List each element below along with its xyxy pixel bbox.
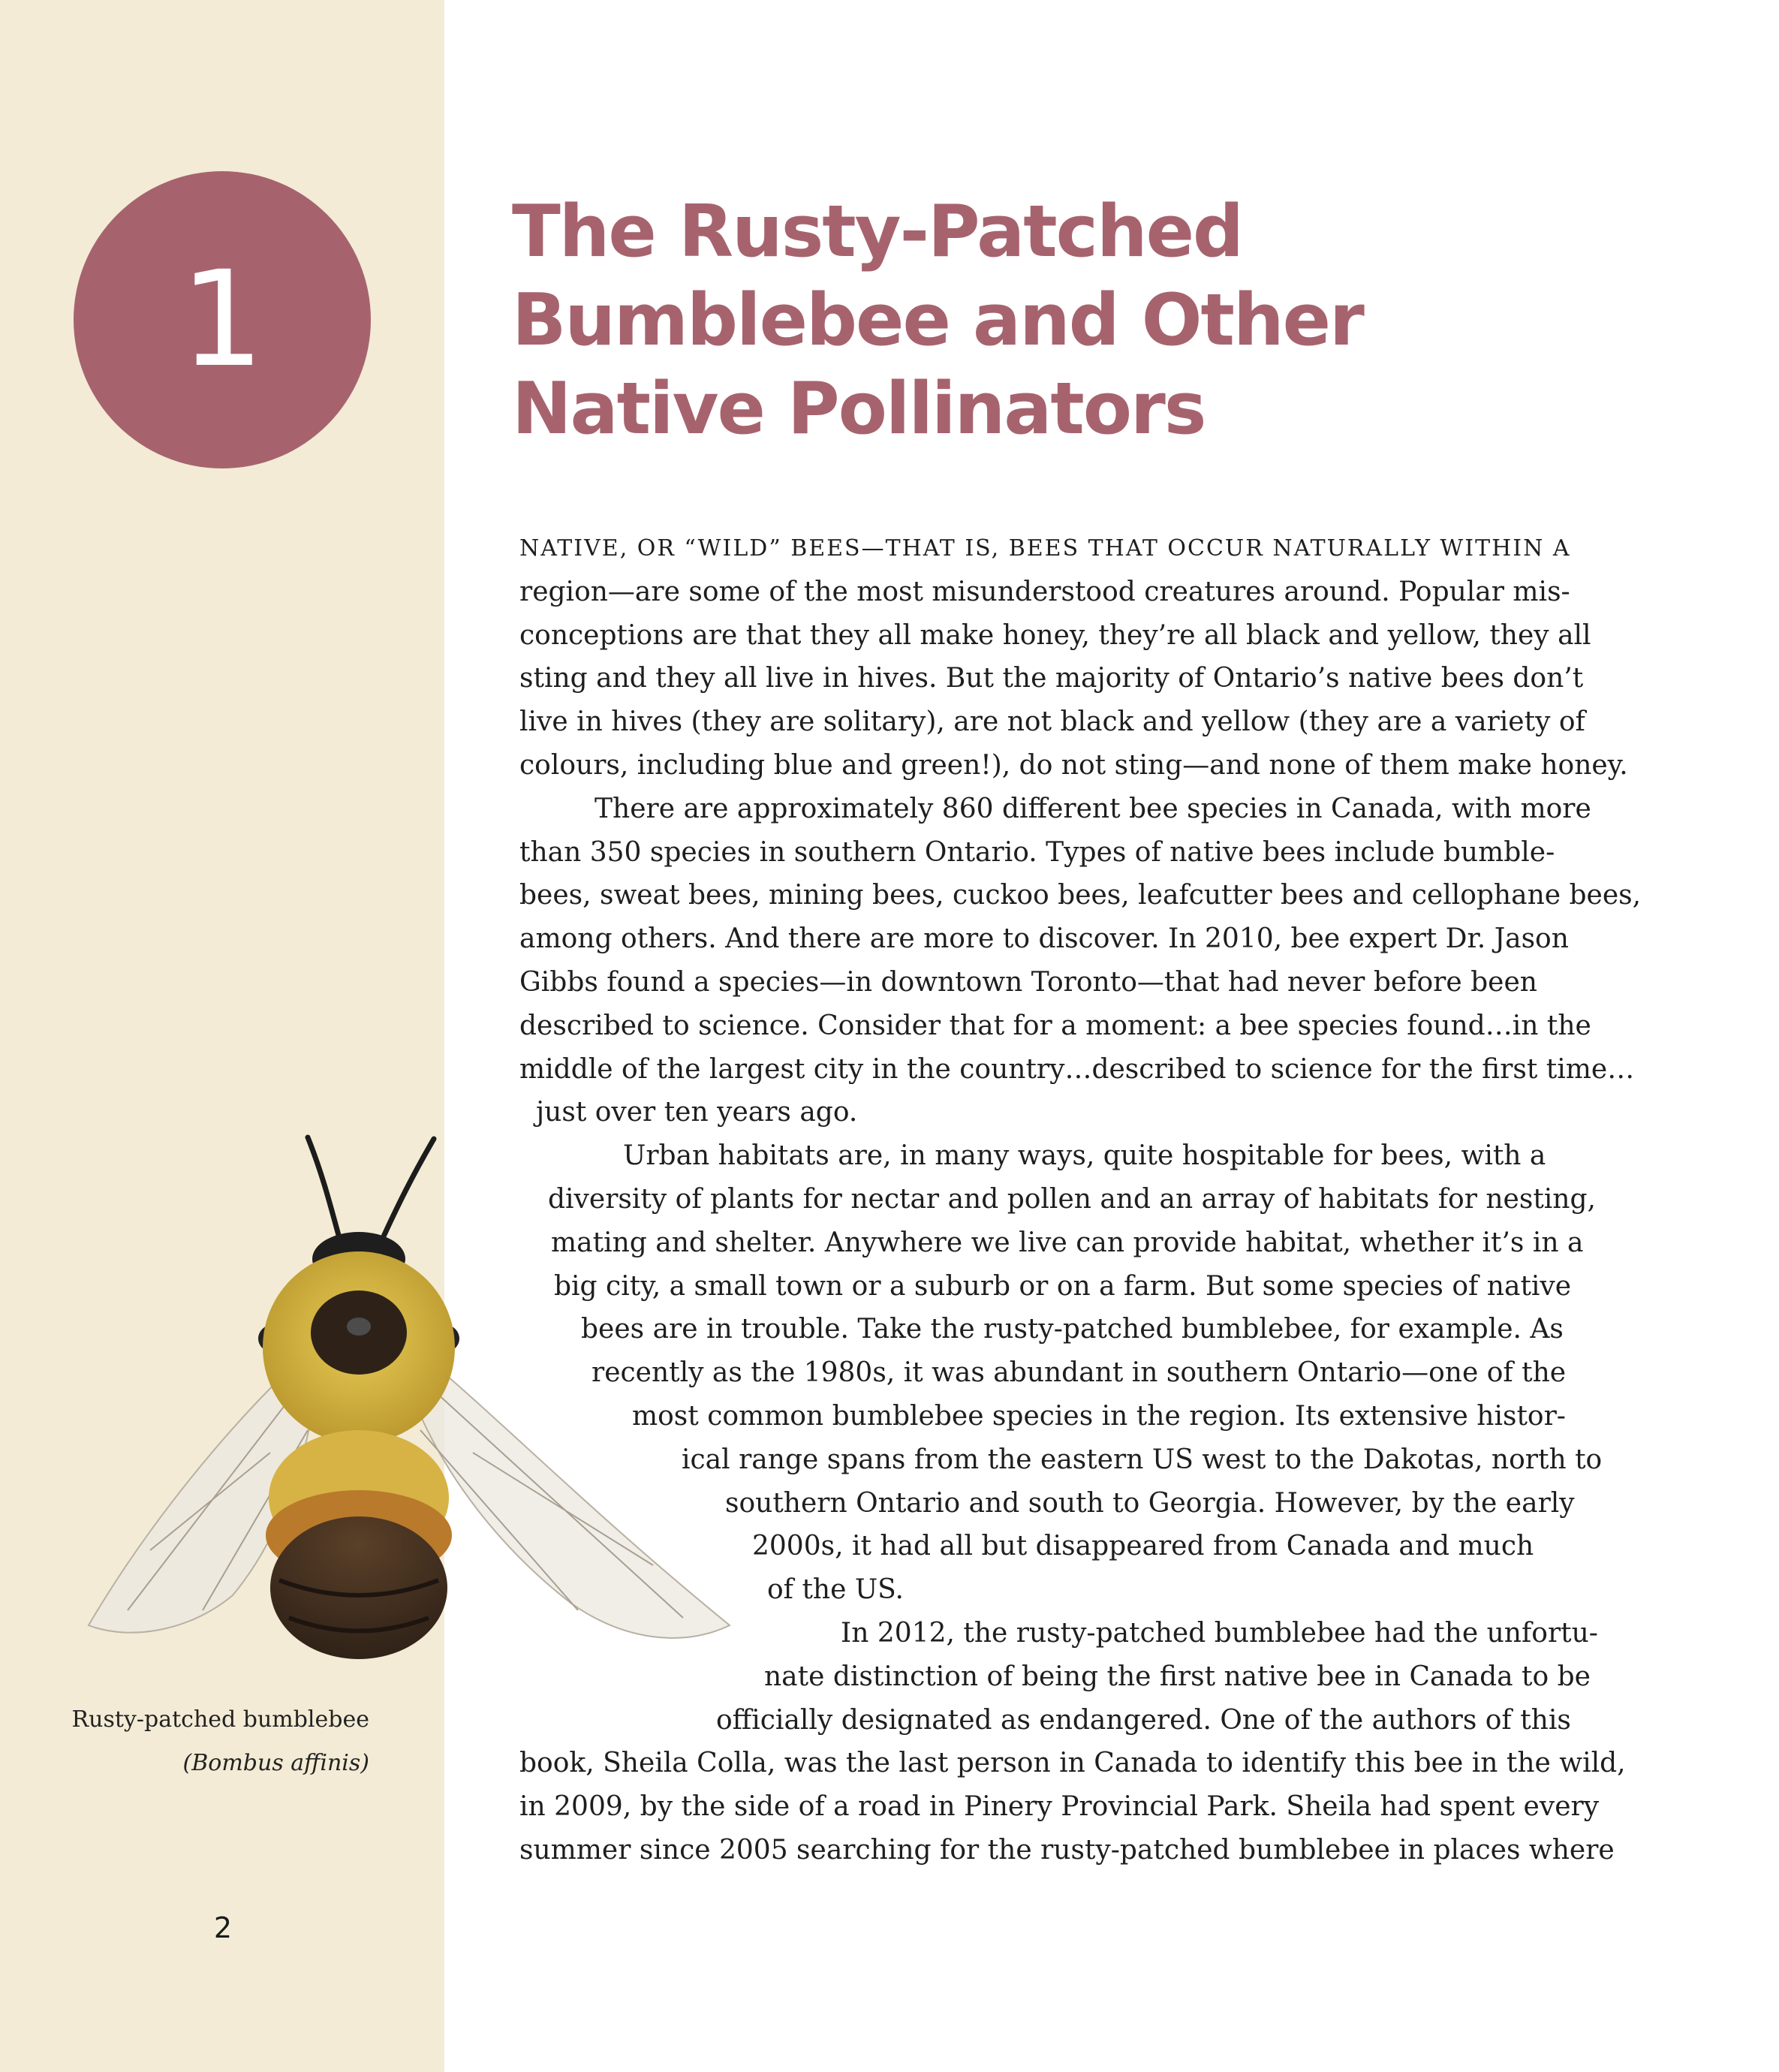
body-line: bees are in trouble. Take the rusty-patched bumblebee, for example. As bbox=[581, 1314, 1564, 1345]
chapter-number-badge bbox=[74, 171, 371, 468]
body-line: Urban habitats are, in many ways, quite hospitable for bees, with a bbox=[623, 1140, 1546, 1172]
body-line: than 350 species in southern Ontario. Types of native bees include bumble- bbox=[519, 836, 1555, 868]
chapter-title-line: The Rusty-Patched bbox=[512, 191, 1243, 273]
body-line: among others. And there are more to discover. In 2010, bee expert Dr. Jason bbox=[519, 923, 1569, 955]
body-line: nate distinction of being the first native bee in Canada to be bbox=[764, 1661, 1591, 1692]
body-line: of the US. bbox=[767, 1574, 905, 1606]
body-line: region—are some of the most misunderstood creatures around. Popular mis- bbox=[519, 576, 1570, 607]
body-line: officially designated as endangered. One of the authors of this bbox=[716, 1704, 1571, 1736]
body-line: Gibbs found a species—in downtown Toronto—that had never before been bbox=[519, 966, 1537, 998]
body-line: diversity of plants for nectar and pollen and an array of habitats for nesting, bbox=[548, 1183, 1596, 1215]
body-line: There are approximately 860 different bee species in Canada, with more bbox=[595, 793, 1591, 824]
body-line: sting and they all live in hives. But the majority of Ontario’s native bees don’t bbox=[519, 663, 1584, 694]
body-line: NATIVE, OR “WILD” BEES—THAT IS, BEES THAT OCCUR NATURALLY WITHIN A bbox=[519, 535, 1571, 562]
body-line: live in hives (they are solitary), are not black and yellow (they are a variety of bbox=[519, 706, 1585, 738]
chapter-title bbox=[512, 188, 1363, 453]
body-line: middle of the largest city in the country…described to science for the first time… bbox=[519, 1053, 1635, 1085]
body-line: mating and shelter. Anywhere we live can provide habitat, whether it’s in a bbox=[551, 1227, 1584, 1258]
page-number: 2 bbox=[213, 1911, 233, 1944]
chapter-title-line: Bumblebee and Other bbox=[512, 279, 1363, 362]
chapter-title-line: Native Pollinators bbox=[512, 368, 1206, 450]
body-line: summer since 2005 searching for the rusty-patched bumblebee in places where bbox=[519, 1834, 1615, 1866]
figure-caption bbox=[45, 1698, 369, 1785]
body-line: southern Ontario and south to Georgia. However, by the early bbox=[725, 1487, 1575, 1519]
body-line: 2000s, it had all but disappeared from Canada and much bbox=[752, 1531, 1534, 1562]
body-line: In 2012, the rusty-patched bumblebee had the unfortu- bbox=[841, 1617, 1598, 1649]
body-line: colours, including blue and green!), do not sting—and none of them make honey. bbox=[519, 749, 1628, 781]
body-line: in 2009, by the side of a road in Pinery Provincial Park. Sheila had spent every bbox=[519, 1791, 1600, 1823]
body-line: conceptions are that they all make honey, they’re all black and yellow, they all bbox=[519, 619, 1591, 651]
chapter-number: 1 bbox=[180, 242, 264, 396]
caption-scientific-name: (Bombus affinis) bbox=[182, 1750, 369, 1776]
body-line: big city, a small town or a suburb or on a farm. But some species of native bbox=[554, 1270, 1572, 1302]
caption-common-name: Rusty-patched bumblebee bbox=[71, 1706, 369, 1733]
body-line: ical range spans from the eastern US west to the Dakotas, north to bbox=[682, 1444, 1603, 1475]
body-line: bees, sweat bees, mining bees, cuckoo bees, leafcutter bees and cellophane bees, bbox=[519, 880, 1642, 911]
body-line: recently as the 1980s, it was abundant in southern Ontario—one of the bbox=[591, 1357, 1567, 1389]
bumblebee-illustration bbox=[83, 1130, 743, 1685]
body-line: most common bumblebee species in the region. Its extensive histor- bbox=[632, 1400, 1566, 1432]
body-line: just over ten years ago. bbox=[536, 1097, 858, 1128]
body-line: book, Sheila Colla, was the last person in Canada to identify this bee in the wild, bbox=[519, 1748, 1626, 1779]
body-line: described to science. Consider that for a moment: a bee species found…in the bbox=[519, 1010, 1591, 1041]
